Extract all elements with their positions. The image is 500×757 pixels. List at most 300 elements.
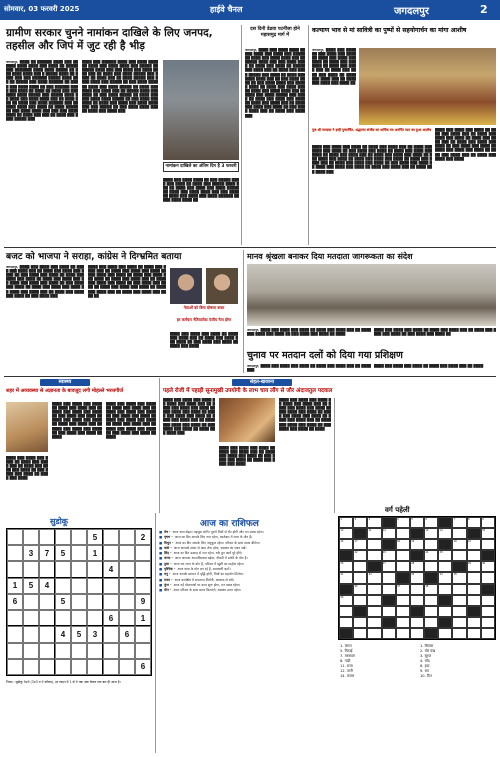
rashi-text: आज यात्रा के योग बन रहे हैं, सावधानी बरतें। [177, 567, 231, 572]
sudoku-cell[interactable] [7, 529, 23, 545]
crossword-cell [339, 628, 353, 639]
crossword-clue-number: 4 [397, 518, 399, 521]
crossword-clue-number: 21 [468, 540, 471, 544]
crossword-cell[interactable] [367, 606, 381, 617]
crossword-cell[interactable] [353, 550, 367, 561]
rashi-bullet-icon: ■ [159, 567, 163, 572]
rashi-name: कर्क - [164, 545, 172, 550]
crossword-clue-number: 5 [411, 518, 413, 521]
sudoku-cell[interactable]: 6 [103, 610, 119, 626]
sudoku-cell[interactable]: 5 [71, 626, 87, 642]
crossword-cell[interactable] [382, 572, 396, 583]
crossword-cell[interactable] [382, 628, 396, 639]
sudoku-cell[interactable] [71, 545, 87, 561]
headline-a5: मानव श्रृंखला बनाकर दिया मतदाता जागरूकता का संदेश [247, 252, 413, 261]
photo-a4-1 [170, 268, 202, 304]
sudoku-cell[interactable]: 3 [23, 545, 39, 561]
crossword-cell[interactable] [382, 584, 396, 595]
rashi-name: मेष - [164, 530, 171, 534]
sudoku-cell[interactable] [119, 594, 135, 610]
sudoku-cell[interactable] [39, 643, 55, 659]
sudoku-cell[interactable]: 4 [55, 626, 71, 642]
sudoku-cell[interactable]: 2 [135, 529, 151, 545]
crossword-cell[interactable] [367, 550, 381, 561]
sudoku-cell[interactable] [55, 610, 71, 626]
crossword-cell[interactable] [367, 617, 381, 628]
clues-right [420, 644, 496, 752]
sudoku-cell[interactable] [39, 594, 55, 610]
sudoku-cell[interactable]: 1 [87, 545, 103, 561]
rashifal-item [159, 551, 334, 555]
crossword-clue-number: 35 [453, 573, 457, 577]
sudoku-cell[interactable]: 7 [39, 545, 55, 561]
crossword-clue: 11. राजा [340, 664, 353, 668]
rashifal-title: आज का राशिफल [200, 519, 259, 529]
crossword-clue-number: 26 [340, 562, 344, 566]
paper-name: हाईवे चैनल [210, 5, 243, 14]
rashi-name: वृषभ - [164, 535, 173, 540]
rashifal-item [159, 562, 334, 566]
crossword-clue-number: 8 [468, 518, 470, 521]
crossword-cell [481, 550, 495, 561]
crossword-cell[interactable] [452, 628, 466, 639]
sudoku-cell[interactable] [103, 643, 119, 659]
crossword-cell[interactable] [481, 539, 495, 550]
crossword-cell [438, 539, 452, 550]
crossword-clue-number: 19 [411, 540, 415, 544]
crossword-clue-number: 9 [482, 518, 484, 521]
crossword-cell[interactable] [410, 584, 424, 595]
inset-a1: नामांकन दाखिले का अंतिम दिन है 3 फरवरी [163, 162, 239, 172]
sudoku-cell[interactable] [23, 626, 39, 642]
rashifal-item [159, 530, 334, 534]
sudoku-cell[interactable] [119, 643, 135, 659]
crossword-cell[interactable] [424, 595, 438, 606]
crossword-cell[interactable] [438, 606, 452, 617]
crossword-cell[interactable] [396, 628, 410, 639]
sudoku-footer: नियम : सुडोकू 9x9 (3x3 व 9 कॉलम), हर लाइन में 1 से 9 तक अंक केवल एक बार ही आना है। [6, 680, 121, 684]
crossword-cell[interactable] [339, 617, 353, 628]
article-a7-body-2: ████ ███ ████ ███ ████ ██ ████ ███ ████ ███ ██ ████ ███ ████ ███ ████ ██ ███ ████ ███ ████ ██ ████ ███ ████ ███ ████ ██ ████ ███ ████ ███ ██ ████ ███ ████ ███ ████ ██ ███ ████ ███ ████ ██ ████ [106, 402, 156, 439]
photo-a7 [6, 402, 48, 452]
crossword-cell[interactable] [410, 561, 424, 572]
crossword-clue-number: 34 [439, 573, 443, 577]
crossword-cell[interactable] [410, 517, 427, 528]
sudoku-cell[interactable] [7, 643, 23, 659]
article-a7-body-3: ████ ███ ████ ███ ████ ██ ████ ███ ████ ███ ██ ████ ███ ████ ███ ████ ██ ███ ████ ███ ████ ██ ████ ███ ████ [6, 456, 48, 481]
crossword-cell[interactable] [367, 584, 381, 595]
crossword-cell[interactable] [481, 595, 495, 606]
sudoku-cell[interactable] [71, 610, 87, 626]
sudoku-cell[interactable] [87, 659, 103, 675]
rashi-bullet-icon: ■ [159, 545, 163, 550]
sudoku-cell[interactable] [119, 561, 135, 577]
crossword-cell[interactable] [424, 617, 438, 628]
crossword-cell [339, 584, 353, 595]
crossword-cell[interactable] [396, 517, 413, 528]
crossword-cell[interactable] [382, 561, 396, 572]
crossword-cell[interactable] [396, 528, 410, 539]
sudoku-cell[interactable] [7, 561, 23, 577]
rashi-bullet-icon: ■ [159, 572, 163, 577]
crossword-clue: 4. चाँद [420, 659, 430, 663]
crossword-cell[interactable] [438, 550, 452, 561]
sudoku-cell[interactable] [103, 578, 119, 594]
sudoku-cell[interactable] [39, 561, 55, 577]
article-a5-body-2: ████ ███ ████ ███ ████ ██ ████ ███ ████ ███ ██ ████ ███ ████ ███ ████ ██ ███ ████ ███ ████ ██ [374, 328, 496, 337]
crossword-cell[interactable] [467, 572, 481, 583]
dateline: जगदलपुर, [247, 328, 260, 332]
crossword-cell[interactable] [452, 539, 466, 550]
sudoku-cell[interactable]: 5 [23, 578, 39, 594]
crossword-cell[interactable] [452, 606, 466, 617]
page-number: 2 [480, 3, 488, 16]
crossword-cell[interactable] [339, 528, 353, 539]
rashi-name: कुंभ - [164, 582, 172, 587]
crossword-clue-number: 17 [354, 540, 358, 544]
rashi-text: आज आप बेहतर महसूस करेंगे। पुराने मित्रों से भेंट होगी और मन प्रसन्न रहेगा। [172, 530, 264, 534]
crossword-cell[interactable] [396, 617, 410, 628]
sudoku-cell[interactable] [119, 659, 135, 675]
crossword-cell[interactable] [438, 528, 452, 539]
sudoku-cell[interactable]: 5 [87, 529, 103, 545]
sudoku-cell[interactable] [135, 561, 151, 577]
crossword-cell[interactable] [424, 528, 438, 539]
crossword-cell [438, 595, 452, 606]
crossword-cell[interactable] [467, 584, 481, 595]
crossword-cell[interactable] [467, 617, 481, 628]
masthead [0, 0, 500, 20]
crossword-cell[interactable] [452, 572, 466, 583]
rashifal-item [159, 535, 334, 539]
sudoku-cell[interactable] [135, 643, 151, 659]
crossword-clue-number: 15 [482, 529, 486, 533]
rashi-text: आज कार्यक्षेत्र में सफलता मिलेगी, आलस्य से बचें। [174, 577, 234, 582]
crossword-cell[interactable] [353, 595, 367, 606]
crossword-clue-number: 29 [468, 562, 471, 566]
article-a1-body-3: ████ ███ ████ ████ ██ ███ █████ ████ ███ ████ ██ ████ ███ █████ ████ ███ ██ ████ ███ ████ ███ ████ █████ ██ ████ ███ ████ ████ ███ ███ ████ ██ ████ ███ ████ ███ ████ ██████ ██ ███ ████ ████ ██ [163, 178, 239, 203]
crossword-cell[interactable] [481, 561, 495, 572]
sudoku-cell[interactable] [71, 659, 87, 675]
sudoku-cell[interactable] [23, 610, 39, 626]
crossword-clue: 9. रात [420, 669, 430, 673]
crossword-clue-number: 12 [382, 529, 386, 533]
crossword-cell[interactable] [339, 595, 353, 606]
article-a5-body: जगदलपुर, ████ ███ ████ ███ ████ ██ ████ ███ ████ ███ ██ ████ ███ ████ ███ ████ ██ ███ ████ ███ ████ ██ ████ [247, 328, 371, 337]
sudoku-cell[interactable] [119, 578, 135, 594]
crossword-clue: 8. गाड़ी [340, 659, 351, 663]
rashi-name: मिथुन - [164, 540, 174, 545]
sudoku-cell[interactable] [7, 626, 23, 642]
sudoku-cell[interactable] [39, 610, 55, 626]
sudoku-cell[interactable] [7, 545, 23, 561]
article-a8-body-2: ████ ███ ████ ███ ████ ██ ████ ███ ████ ███ ██ ████ ███ ████ ███ ████ ██ ███ ████ ███ ████ ██ ████ ███ ████ ███ ████ [219, 446, 275, 467]
sudoku-cell[interactable] [103, 529, 119, 545]
sudoku-cell[interactable] [23, 643, 39, 659]
sudoku-cell[interactable]: 9 [135, 594, 151, 610]
crossword-cell [382, 517, 399, 528]
crossword-title: वर्ग पहेली [385, 506, 410, 514]
sudoku-cell[interactable] [103, 545, 119, 561]
crossword-cell[interactable] [438, 584, 452, 595]
crossword-cell[interactable] [481, 528, 495, 539]
dateline: जगदलपुर, [247, 364, 260, 368]
crossword-cell[interactable] [424, 561, 438, 572]
crossword-cell[interactable] [353, 517, 367, 528]
sudoku-cell[interactable] [71, 594, 87, 610]
photo-a8 [219, 398, 275, 442]
crossword-cell[interactable] [339, 539, 353, 550]
rashi-name: कन्या - [164, 556, 173, 561]
crossword-cell[interactable] [353, 561, 367, 572]
photo-a5 [247, 264, 496, 326]
rashi-name: वृश्चिक - [164, 567, 176, 572]
quote-a4-1: नेताओं को बिना घोषणा बजट [183, 305, 225, 310]
crossword-cell[interactable] [367, 539, 381, 550]
crossword-cell [339, 550, 353, 561]
article-a3-body: जगदलपुर, ████ ███ ████ ██ ███ ████ ███ ████ ██ ████ ███ ████ ███ ████ ██ ████ ███ ███ ████ ██ ████ ███ ████ ███ ██ ████ ███ ████ ███ ████ ██ ████ ███ ████ ███ ██ ████ ███ ████ ███ ████ ██ [312, 48, 356, 85]
rashi-name: मकर - [164, 577, 173, 582]
crossword-cell[interactable] [339, 561, 353, 572]
sudoku-cell[interactable] [119, 529, 135, 545]
crossword-cell[interactable] [396, 550, 410, 561]
crossword-cell[interactable] [367, 628, 381, 639]
crossword-clue-number: 10 [340, 529, 344, 533]
crossword-cell[interactable] [452, 584, 466, 595]
crossword-cell[interactable] [396, 561, 410, 572]
rashi-text: आज आपको संयम से काम लेना होगा, स्वास्थ्य का ध्यान रखें। [173, 545, 247, 550]
photo-a3-caption: पूज श्री रामदास ने इन्ही पुष्पार्चित. श्रद्धालय संजीव का धार्मिक रस अनर्पित व्यत का हुआ आशीष [312, 128, 432, 132]
crossword-cell[interactable] [424, 539, 438, 550]
sudoku-cell[interactable]: 1 [7, 578, 23, 594]
crossword-clue-number: 31 [340, 573, 344, 577]
sudoku-cell[interactable] [39, 659, 55, 675]
crossword-cell[interactable] [410, 595, 424, 606]
crossword-cell[interactable] [467, 628, 481, 639]
sudoku-cell[interactable] [39, 529, 55, 545]
sudoku-cell[interactable] [71, 529, 87, 545]
sudoku-cell[interactable]: 3 [87, 626, 103, 642]
crossword-cell[interactable] [339, 606, 353, 617]
sudoku-cell[interactable] [135, 578, 151, 594]
crossword-cell[interactable] [396, 606, 410, 617]
headline-a4: बजट को भाजपा ने सराहा, कांग्रेस ने दिग्भ्रमित बताया [6, 252, 182, 262]
clues-left [340, 644, 416, 752]
crossword-cell[interactable] [353, 617, 367, 628]
article-a2-body: जगदलपुर, ████ ███ ████ ████ ██ ███ ████ ███ ████ ███ █████ ██ ████ ███ ████ ████ ███ ██ █████ ████ ███ ███ ████ ████ ██ ████ ███ ████ ██ █████ ███ ████ ███ ██ ████ ███ ████ █████ ███ ████ ██ ████ ███ ████ ████ ███ ██ ███ ████ ████ ██ ███ ████ ████ ███ █████ ████ ██ ████ ███ ████ ███ ██ ████ ███ ████ ████ ███ ██ ████ ███ ████ █████ ███ ████ ██ ████ ███ ████ ███ ████ ██ ████ ███ ████ ███ ██ ████ ███ ████ ███ ████ ██ ███ ████ ████ ███ ██ ████ ███ ████ ███ [245, 48, 305, 118]
sudoku-cell[interactable] [87, 643, 103, 659]
crossword-cell[interactable] [467, 595, 481, 606]
sudoku-cell[interactable] [103, 626, 119, 642]
crossword-cell[interactable] [382, 550, 396, 561]
crossword-cell[interactable] [367, 528, 381, 539]
sudoku-cell[interactable]: 1 [135, 610, 151, 626]
crossword-cell[interactable] [481, 617, 495, 628]
crossword-clue-number: 32 [368, 573, 372, 577]
sudoku-cell[interactable] [119, 610, 135, 626]
rashi-name: मीन - [164, 588, 172, 593]
sudoku-cell[interactable] [55, 643, 71, 659]
crossword-clue: 1. जंगल [340, 644, 352, 648]
crossword-cell[interactable] [353, 539, 367, 550]
sudoku-cell[interactable]: 5 [55, 594, 71, 610]
crossword-cell[interactable] [467, 561, 481, 572]
crossword-cell[interactable] [410, 617, 424, 628]
rashi-text: आज नई योजनाओं पर काम शुरू होगा, मन प्रसन्न रहेगा। [173, 582, 241, 587]
rashi-bullet-icon: ■ [159, 530, 163, 534]
crossword-cell [382, 595, 396, 606]
sudoku-cell[interactable] [55, 561, 71, 577]
rashi-bullet-icon: ■ [159, 535, 163, 540]
crossword-clue-number: 11 [368, 529, 372, 533]
headline-a1: ग्रामीण सरकार चुनने नामांकन दाखिले के लिए जनपद, तहसील और जिपं में जुट रही है भीड़ [6, 27, 213, 52]
crossword-cell[interactable] [410, 572, 424, 583]
crossword-clue-number: 7 [453, 518, 456, 521]
crossword-cell[interactable] [452, 517, 466, 528]
crossword-cell[interactable] [353, 584, 367, 595]
sudoku-cell[interactable] [135, 545, 151, 561]
crossword-clue: 7. मरुस्थल [340, 654, 355, 658]
crossword-cell[interactable] [339, 517, 353, 528]
crossword-clue-number: 16 [340, 540, 344, 544]
crossword-clue-number: 23 [382, 551, 386, 555]
crossword-clue: 6. हवा [420, 664, 430, 668]
article-a1-body: जगदलपुर, ████ ██ ██████ ████ ███ ██████ ████ ████ ███ ████ ██ █████ ███ ███████ ████ ████ █████ ██ ███ ████ ████ ███ █ █████ ████ ██ ████ ███ ███ ██████ █████ ████ ███ ██ █████ ███ ████ ██████ ██ ████ ███ ████ ████ ██ ███ ██████ ████ ███ ████ ██ ████ ██ ████ ███ ███ ████ ████ █████ ███ █████ ████ ██ ████ ███ ████ ████ ███ ██ ████ ███ ██ ████ ███ ████ ██████ ███ ██████ ████ ███ ████ ██ ████ █████ ██ ███ ████ ████ ███ ███ ███ ████ ████ ██ ████ ███ ███ ██ ████ ███ ████ █████ ███ [6, 60, 78, 122]
sudoku-cell[interactable] [71, 578, 87, 594]
sudoku-cell[interactable] [119, 545, 135, 561]
crossword-cell [410, 606, 424, 617]
sudoku-cell[interactable] [39, 626, 55, 642]
sudoku-title: सुडोकू [50, 517, 68, 526]
rashi-bullet-icon: ■ [159, 561, 163, 566]
crossword-clue: 12. पानी [340, 669, 353, 673]
crossword-clue-number: 2 [354, 518, 357, 521]
crossword-cell [424, 628, 438, 639]
crossword-cell [467, 528, 481, 539]
crossword-cell [353, 528, 367, 539]
crossword-cell[interactable] [481, 572, 495, 583]
crossword-cell[interactable] [410, 539, 424, 550]
sudoku-cell[interactable] [71, 643, 87, 659]
article-a3-body-3: ████ ███ ████ ███ ████ ██ ████ ███ ████ ███ ██ ████ ███ ████ ███ ████ ██ ███ ████ ███ ████ ██ ████ ███ ████ ███ ████ ██ ████ ███ ████ ███ ██ ████ ███ ████ ███ ████ ██ ███ ████ ███ ████ ██ ████ ███ ████ ███ ████ ██ ████ ███ ████ ███ ██ ████ ███ ████ ███ ████ ██ ███ ████ ███ ████ ██ ████ ███ ████ ███ ████ ██ ████ ███ ████ ███ ██ ████ ███ ████ ███ [312, 145, 432, 174]
rashi-bullet-icon: ■ [159, 556, 163, 561]
crossword-cell [438, 617, 452, 628]
crossword-cell[interactable] [481, 606, 495, 617]
sudoku-cell[interactable] [23, 561, 39, 577]
rashifal-item [159, 588, 334, 592]
crossword-cell[interactable] [481, 517, 495, 528]
crossword-cell[interactable] [382, 528, 396, 539]
sudoku-cell[interactable] [7, 610, 23, 626]
sudoku-cell[interactable]: 4 [39, 578, 55, 594]
crossword-cell[interactable] [438, 572, 452, 583]
sudoku-cell[interactable] [23, 659, 39, 675]
crossword-cell[interactable] [367, 572, 381, 583]
sudoku-cell[interactable] [103, 594, 119, 610]
rashi-name: सिंह - [164, 551, 172, 556]
crossword-clue-number: 20 [453, 540, 457, 544]
sudoku-cell[interactable]: 5 [55, 545, 71, 561]
sudoku-cell[interactable] [7, 659, 23, 675]
crossword-cell[interactable] [467, 550, 481, 561]
sudoku-cell[interactable]: 4 [103, 561, 119, 577]
crossword-cell[interactable] [438, 628, 452, 639]
crossword-cell[interactable] [424, 606, 438, 617]
sudoku-cell[interactable]: 6 [7, 594, 23, 610]
crossword-cell[interactable] [367, 517, 381, 528]
rashifal-list [159, 530, 334, 752]
crossword-clue: 10. दिन [420, 674, 432, 678]
crossword-clue-number: 22 [354, 551, 358, 555]
article-a8-body: ████ ███ ████ ███ ████ ██ ████ ███ ████ ███ ██ ████ ███ ████ ███ ████ ██ ███ ████ ███ ████ ██ ████ ███ ████ ███ ████ ██ ████ ███ ████ ███ ██ ████ ███ ████ ███ ████ ██ ███ ████ ███ ████ ██ ████ ███ ████ ███ [163, 398, 215, 435]
crossword-cell[interactable] [481, 628, 495, 639]
dateline: जगदलपुर, [312, 48, 325, 52]
sudoku-cell[interactable] [71, 561, 87, 577]
crossword-cell[interactable] [452, 528, 466, 539]
crossword-cell[interactable] [424, 550, 438, 561]
crossword-cell [410, 550, 424, 561]
crossword-cell[interactable] [452, 550, 466, 561]
sudoku-cell[interactable] [87, 610, 103, 626]
article-a6-body-2: ████ ███ ████ ███ ████ ██ ████ ███ ████ ███ ██ ████ [374, 364, 484, 368]
crossword-clue-number: 13 [425, 529, 429, 533]
sudoku-cell[interactable] [55, 659, 71, 675]
crossword-clue-number: 30 [482, 562, 486, 566]
crossword-cell[interactable] [467, 517, 484, 528]
article-a1-body-2: ████ ███ ██████ ████ ███ ████ ████ ██ ████ ███ ████ ████ ███ █████ ██ █████ ████ ███ ███ ████ ███ ████ ████ ███ ██ ████ ███ ████ █████ ███ ████ ██ ████ ███ ██ ████ █████ ███ ████ ████ ███ █████ ██ ███ ████ ████ ██ ████ ███ ████ █████ ██ ████ ███ ████ ███ ████ ███ ██ █████ ████ ███ ████ ██ ███ ████ █████ ██ ████ ███ ███ ████ ████ █████ ██ ███ ████ ███ ████ ██ ████ ███ ████ ███ ████ ████ ███ ███ █████ ██ ███ ████ ████ ███ ██ ████ ███ ████ ███ [82, 60, 158, 114]
sudoku-cell[interactable] [87, 594, 103, 610]
crossword-cell[interactable] [396, 584, 410, 595]
sudoku-cell[interactable] [55, 578, 71, 594]
city-name: जगदलपुर [394, 6, 429, 17]
section-tag-a7: स्वास्थ्य [40, 379, 90, 386]
sudoku-cell[interactable] [135, 626, 151, 642]
crossword-cell[interactable] [452, 595, 466, 606]
crossword-cell[interactable] [467, 539, 481, 550]
sudoku-cell[interactable] [23, 594, 39, 610]
crossword-cell [410, 528, 424, 539]
crossword-cell[interactable] [424, 584, 438, 595]
crossword-cell[interactable] [339, 572, 353, 583]
crossword-cell[interactable] [410, 628, 424, 639]
crossword-cell[interactable] [382, 606, 396, 617]
sudoku-cell[interactable] [23, 529, 39, 545]
crossword-clue-number: 39 [340, 595, 344, 599]
sudoku-cell[interactable]: 6 [135, 659, 151, 675]
rashi-bullet-icon: ■ [159, 588, 163, 593]
sudoku-cell[interactable] [55, 529, 71, 545]
crossword-cell[interactable] [396, 595, 410, 606]
sudoku-cell[interactable] [103, 659, 119, 675]
crossword-clue-number: 6 [425, 518, 427, 521]
crossword-cell[interactable] [452, 617, 466, 628]
crossword-cell[interactable] [353, 628, 367, 639]
crossword-clue: 5. मिठाई [340, 649, 353, 653]
crossword-cell[interactable] [353, 572, 367, 583]
rashi-bullet-icon: ■ [159, 582, 163, 587]
sudoku-cell[interactable]: 6 [119, 626, 135, 642]
crossword-cell[interactable] [367, 595, 381, 606]
photo-a3 [359, 48, 496, 125]
sudoku-cell[interactable] [87, 578, 103, 594]
crossword-cell[interactable] [396, 539, 410, 550]
sudoku-cell[interactable] [87, 561, 103, 577]
crossword-cell[interactable] [438, 561, 452, 572]
rashifal-item [159, 567, 334, 571]
crossword-cell[interactable] [424, 517, 438, 528]
rashi-text: आज धन लाभ के योग हैं, परिवार में खुशी का माहौल रहेगा। [173, 561, 245, 566]
rashifal-item [159, 556, 334, 560]
